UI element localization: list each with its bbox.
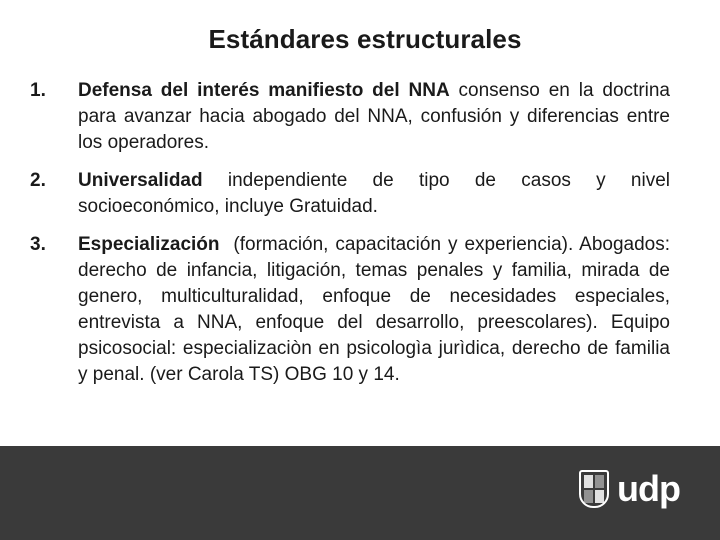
item-number: 1.: [30, 80, 46, 101]
list-item: [30, 78, 670, 156]
item-number: 2.: [30, 170, 46, 191]
item-text: consenso en la doctrina para avanzar hacia abogado del NNA, confusión y diferencias entre los operadores.: [78, 80, 670, 153]
university-seal-icon: [579, 470, 609, 508]
logo-text: udp: [617, 468, 680, 509]
footer-bar: [0, 446, 720, 540]
list-item: [30, 232, 676, 388]
standards-list: [30, 78, 676, 400]
item-heading: Universalidad: [78, 170, 203, 191]
udp-logo: [579, 468, 680, 510]
slide-title: Estándares estructurales: [208, 24, 522, 54]
list-item: [30, 168, 670, 220]
item-text: independiente de tipo de casos y nivel socioeconómico, incluye Gratuidad.: [78, 170, 670, 217]
item-heading: Defensa del interés manifiesto del NNA: [78, 80, 450, 101]
item-heading: Especialización: [78, 234, 220, 255]
item-text: (formación, capacitación y experiencia). Abogados: derecho de infancia, litigación, temas penales y familia, mirada de genero, multiculturalidad, enfoque de necesidades especiales, entrevista a NNA, enfoque del desarrollo, preescolares). Equipo psicosocial: especializaciòn en psicologìa jurìdica, derecho de familia y penal. (ver Carola TS) OBG 10 y 14.: [78, 234, 676, 385]
item-number: 3.: [30, 234, 46, 255]
